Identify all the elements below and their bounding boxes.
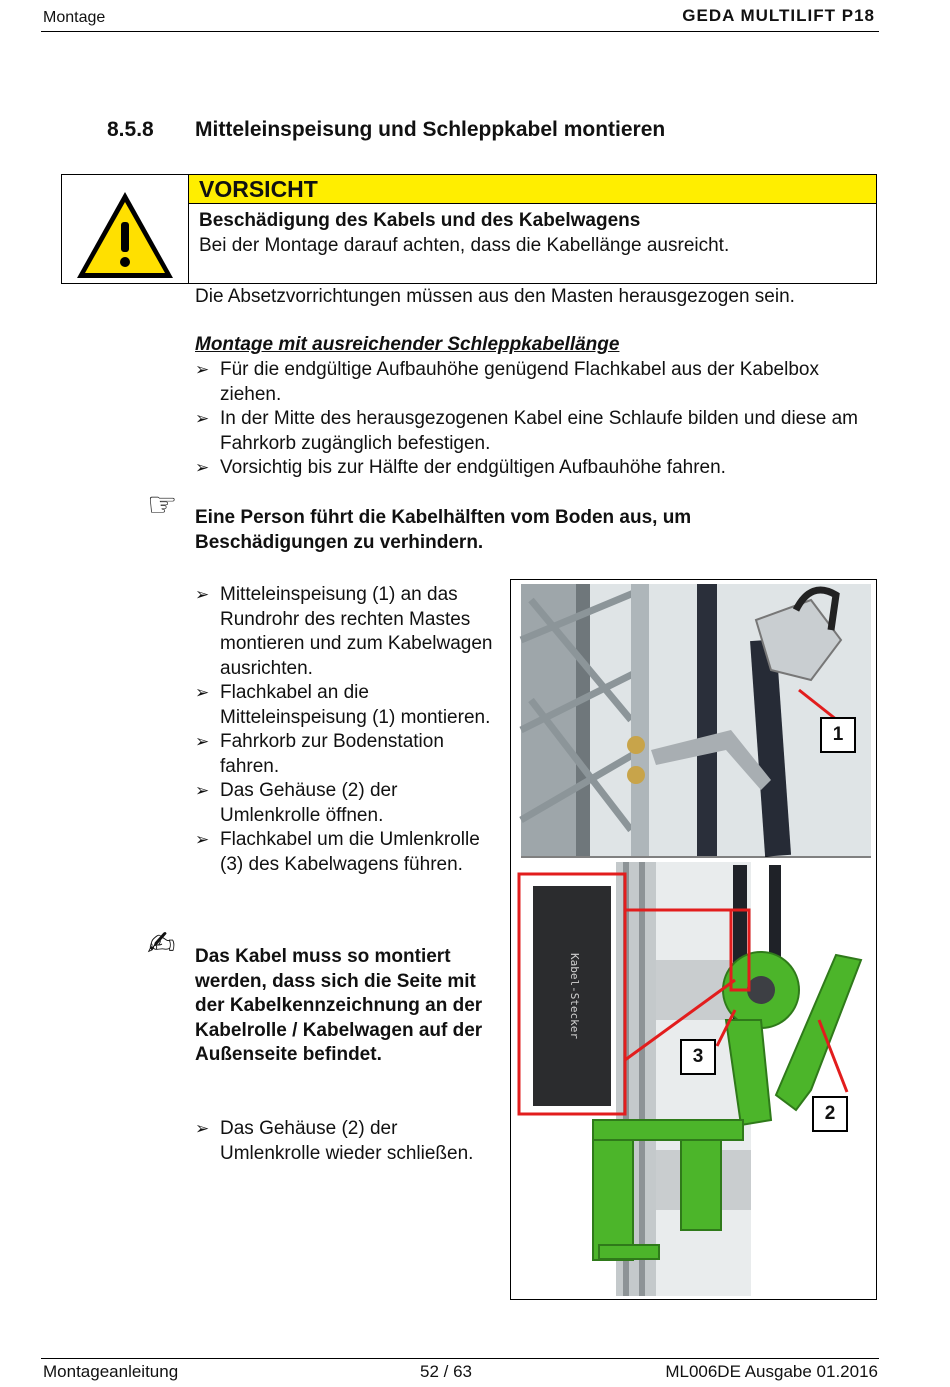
warning-triangle-icon [61, 174, 189, 284]
list-item: ➢ Fahrkorb zur Bodenstation fahren. [195, 730, 495, 779]
page-number: 52 / 63 [420, 1362, 472, 1381]
steps-list-2 [195, 583, 495, 877]
callout-1: 1 [820, 717, 856, 753]
steps-list-1 [195, 358, 865, 481]
warning-text: Bei der Montage darauf achten, dass die Kabellänge ausreicht. [199, 235, 730, 256]
intro-text: Die Absetzvorrichtungen müssen aus den Masten herausgezogen sein. [195, 286, 795, 307]
cable-marking-text: Kabel-Stecker [568, 952, 581, 1040]
subheading: Montage mit ausreichender Schleppkabellänge [195, 334, 620, 355]
section-title: Mitteleinspeisung und Schleppkabel montieren [195, 118, 666, 141]
list-item: ➢ Das Gehäuse (2) der Umlenkrolle öffnen. [195, 779, 495, 828]
list-item: ➢ Für die endgültige Aufbauhöhe genügend Flachkabel aus der Kabelbox ziehen. [195, 358, 865, 407]
writing-hand-icon: ✍ [147, 924, 176, 964]
assembly-figure [510, 579, 877, 1300]
figure-illustration [511, 580, 877, 1300]
header-section: Montage [43, 9, 106, 26]
footer-right: ML006DE Ausgabe 01.2016 [665, 1362, 878, 1381]
header-divider [41, 31, 879, 32]
list-item: ➢ Mitteleinspeisung (1) an das Rundrohr des rechten Mastes montieren und zum Kabelwagen ausrichten. [195, 583, 495, 681]
list-item: ➢ Flachkabel um die Umlenkrolle (3) des Kabelwagens führen. [195, 828, 495, 877]
list-item: ➢ Vorsichtig bis zur Hälfte der endgültigen Aufbauhöhe fahren. [195, 456, 865, 481]
footer-divider [41, 1358, 879, 1359]
callout-3: 3 [680, 1039, 716, 1075]
note-1-text: Eine Person führt die Kabelhälften vom Boden aus, um Beschädigungen zu verhindern. [195, 507, 692, 553]
footer-left: Montageanleitung [43, 1362, 179, 1381]
section-number: 8.5.8 [107, 118, 154, 141]
warning-title: Beschädigung des Kabels und des Kabelwagens [199, 210, 641, 231]
warning-label: VORSICHT [199, 176, 318, 202]
header-brand-logo: GEDA MULTILIFT P18 [682, 6, 875, 25]
list-item: ➢ Flachkabel an die Mitteleinspeisung (1) montieren. [195, 681, 495, 730]
callout-2: 2 [812, 1096, 848, 1132]
note-2-text: Das Kabel muss so montiert werden, dass sich die Seite mit der Kabelkennzeichnung an der Kabelrolle / Kabelwagen auf der Außenseite befindet. [195, 946, 483, 1065]
list-item: ➢ In der Mitte des herausgezogenen Kabel eine Schlaufe bilden und diese am Fahrkorb zugänglich befestigen. [195, 407, 865, 456]
warning-icon-cell [61, 174, 189, 284]
list-item: ➢ Das Gehäuse (2) der Umlenkrolle wieder schließen. [195, 1117, 475, 1166]
steps-list-3 [195, 1117, 475, 1166]
pointing-hand-icon: ☞ [147, 485, 178, 525]
